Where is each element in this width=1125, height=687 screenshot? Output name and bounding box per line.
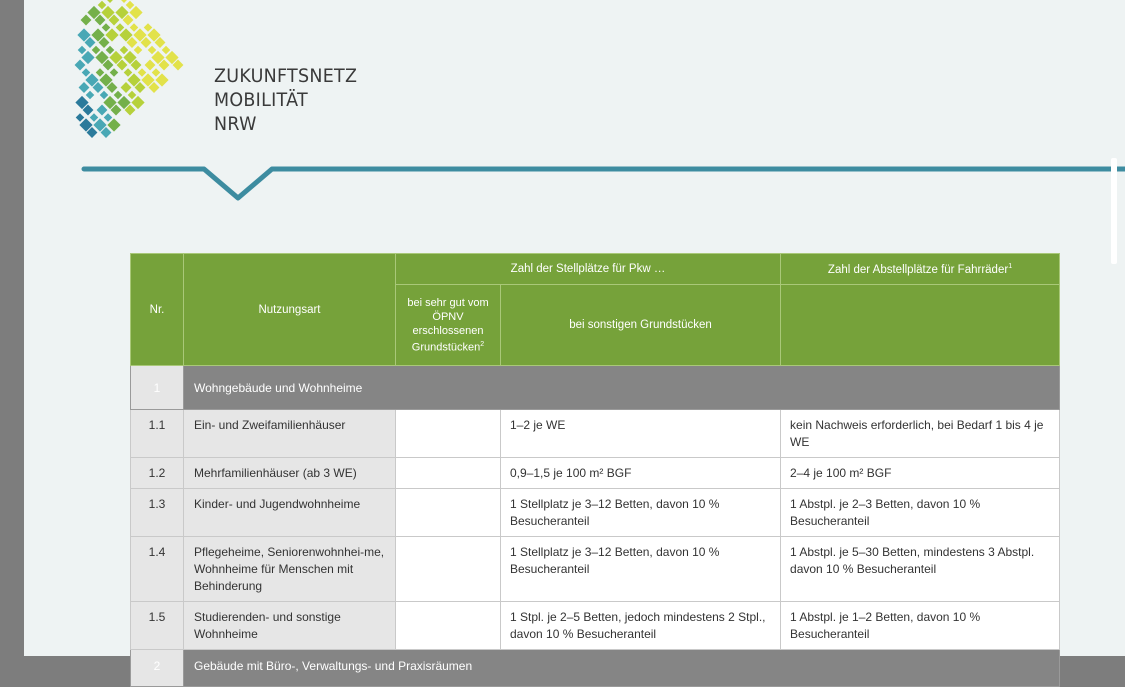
row-num: 1.4 (131, 537, 184, 602)
row-num: 1.1 (131, 410, 184, 458)
parking-requirements-table (130, 253, 1060, 687)
section-title: Gebäude mit Büro-, Verwaltungs- und Praxisräumen (184, 650, 1060, 687)
section-num: 1 (131, 366, 184, 410)
row-rad: 1 Abstpl. je 2–3 Betten, davon 10 % Besucheranteil (781, 489, 1060, 537)
header-pkw-oepnv-text: bei sehr gut vom ÖPNV erschlossenen Grundstücken (407, 296, 489, 354)
scrollbar-thumb[interactable] (1111, 158, 1117, 264)
logo-line-2: MOBILITÄT (214, 89, 308, 111)
footnote-1[interactable]: 1 (1008, 262, 1013, 270)
document-page (24, 0, 1125, 673)
row-rad: 1 Abstpl. je 1–2 Betten, davon 10 % Besucheranteil (781, 602, 1060, 650)
row-pkw-sonstig: 1–2 je WE (501, 410, 781, 458)
section-title: Wohngebäude und Wohnheime (184, 366, 1060, 410)
section-num: 2 (131, 650, 184, 687)
row-pkw-sonstig: 0,9–1,5 je 100 m² BGF (501, 458, 781, 489)
header-pkw-sonstig: bei sonstigen Grundstücken (501, 285, 781, 366)
row-num: 1.3 (131, 489, 184, 537)
row-pkw-oepnv (396, 458, 501, 489)
row-pkw-sonstig: 1 Stellplatz je 3–12 Betten, davon 10 % Besucheranteil (501, 537, 781, 602)
row-pkw-sonstig: 1 Stellplatz je 3–12 Betten, davon 10 % Besucheranteil (501, 489, 781, 537)
header-rad-text: Zahl der Abstellplätze für Fahrräder (827, 263, 1009, 276)
row-num: 1.5 (131, 602, 184, 650)
row-num: 1.2 (131, 458, 184, 489)
table-row (131, 602, 1060, 650)
row-pkw-oepnv (396, 602, 501, 650)
row-nutzungsart: Pflegeheime, Seniorenwohnhei-me, Wohnheime für Menschen mit Behinderung (184, 537, 396, 602)
logo-wordmark (214, 64, 357, 136)
zukunftsnetz-logo-icon (80, 0, 230, 145)
logo-line-3: NRW (214, 113, 257, 135)
row-pkw-oepnv (396, 410, 501, 458)
header-nutzungsart: Nutzungsart (184, 254, 396, 366)
table-row (131, 537, 1060, 602)
footnote-2[interactable]: 2 (480, 340, 485, 348)
table-row (131, 410, 1060, 458)
row-rad: 2–4 je 100 m² BGF (781, 458, 1060, 489)
row-nutzungsart: Ein- und Zweifamilienhäuser (184, 410, 396, 458)
row-pkw-oepnv (396, 537, 501, 602)
row-rad: 1 Abstpl. je 5–30 Betten, mindestens 3 Abstpl. davon 10 % Besucheranteil (781, 537, 1060, 602)
row-nutzungsart: Mehrfamilienhäuser (ab 3 WE) (184, 458, 396, 489)
header-rad-group (781, 254, 1060, 285)
row-pkw-oepnv (396, 489, 501, 537)
row-pkw-sonstig: 1 Stpl. je 2–5 Betten, jedoch mindestens 2 Stpl., davon 10 % Besucheranteil (501, 602, 781, 650)
logo-line-1: ZUKUNFTSNETZ (214, 65, 358, 87)
header-nr: Nr. (131, 254, 184, 366)
header-divider-line (24, 155, 1125, 205)
row-nutzungsart: Kinder- und Jugendwohnheime (184, 489, 396, 537)
header-rad-empty (781, 285, 1060, 366)
row-nutzungsart: Studierenden- und sonstige Wohnheime (184, 602, 396, 650)
table-row (131, 458, 1060, 489)
row-rad: kein Nachweis erforderlich, bei Bedarf 1 bis 4 je WE (781, 410, 1060, 458)
header-pkw-group: Zahl der Stellplätze für Pkw … (396, 254, 781, 285)
table-row (131, 489, 1060, 537)
header-pkw-oepnv (396, 285, 501, 366)
